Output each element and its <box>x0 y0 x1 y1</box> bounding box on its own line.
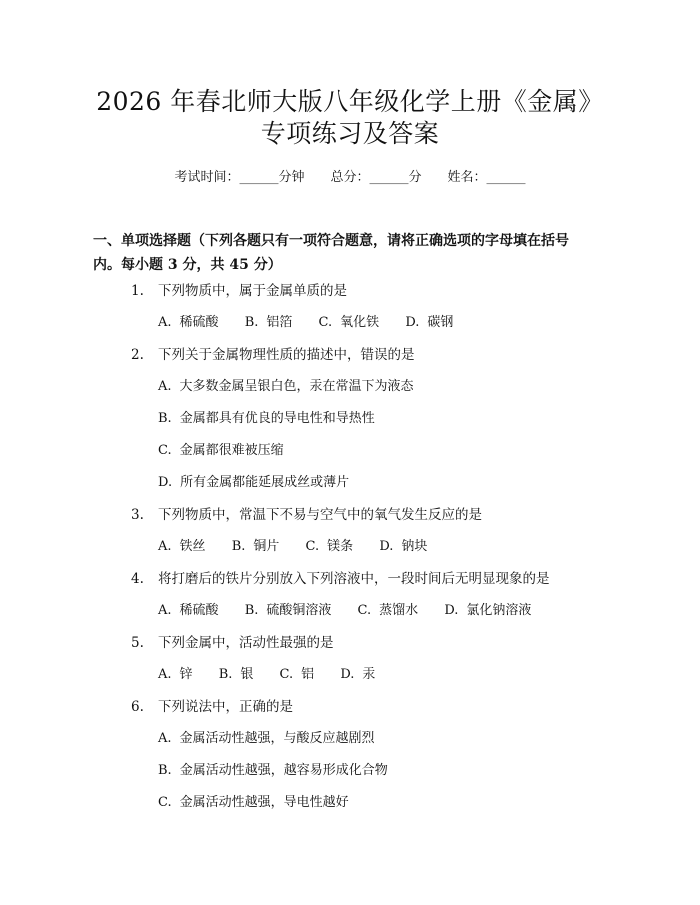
option-text: 氧化铁 <box>340 315 380 330</box>
options-row-q3 <box>158 537 449 557</box>
question-text: 下列物质中，常温下不易与空气中的氧气发生反应的是 <box>158 507 482 523</box>
student-name-field: 姓名：______ <box>447 170 526 185</box>
option-key: A. <box>158 315 172 330</box>
option-text: 金属都具有优良的导电性和导热性 <box>179 411 375 426</box>
question-number: 6. <box>131 699 144 715</box>
option-text: 铝箔 <box>266 315 293 330</box>
option-c <box>158 441 284 461</box>
option-key: A. <box>158 731 172 746</box>
section-heading-single-choice: 一、单项选择题（下列各题只有一项符合题意，请将正确选项的字母填在括号内。每小题 3 分，共 45 分） <box>93 233 569 273</box>
option-key: B. <box>158 411 172 426</box>
question-text: 下列关于金属物理性质的描述中，错误的是 <box>158 347 415 363</box>
question-5 <box>131 633 334 653</box>
option-key: B. <box>244 315 259 330</box>
option-key: C. <box>318 315 333 330</box>
option-text: 稀硫酸 <box>179 603 219 618</box>
option-key: C. <box>279 667 294 682</box>
option-key: D. <box>158 475 173 490</box>
option-b <box>158 409 375 429</box>
options-row-q4 <box>158 601 553 621</box>
option-b <box>245 601 332 621</box>
option-text: 金属活动性越强，与酸反应越剧烈 <box>179 731 375 746</box>
option-text: 锌 <box>179 667 193 682</box>
option-key: A. <box>158 539 172 554</box>
option-d <box>444 601 531 621</box>
option-key: D. <box>405 315 420 330</box>
exam-meta <box>0 168 700 188</box>
option-key: B. <box>244 603 259 618</box>
question-number: 3. <box>131 507 144 523</box>
option-a <box>158 601 219 621</box>
option-d <box>340 665 375 685</box>
option-text: 稀硫酸 <box>179 315 219 330</box>
option-key: B. <box>218 667 233 682</box>
option-key: C. <box>357 603 372 618</box>
option-b <box>158 761 388 781</box>
question-text: 下列金属中，活动性最强的是 <box>158 635 334 651</box>
question-2 <box>131 345 415 365</box>
question-1 <box>131 281 347 301</box>
option-key: C. <box>158 795 172 810</box>
option-b <box>232 537 280 557</box>
option-text: 金属活动性越强，导电性越好 <box>179 795 349 810</box>
option-a <box>158 665 193 685</box>
page-title-line2: 专项练习及答案 <box>260 119 440 148</box>
option-key: A. <box>158 667 172 682</box>
question-6 <box>131 697 293 717</box>
options-row-q5 <box>158 665 397 685</box>
question-3 <box>131 505 482 525</box>
option-c <box>158 793 349 813</box>
question-number: 4. <box>131 571 144 587</box>
question-text: 将打磨后的铁片分别放入下列溶液中，一段时间后无明显现象的是 <box>158 571 550 587</box>
option-text: 大多数金属呈银白色，汞在常温下为液态 <box>179 379 414 394</box>
option-text: 铁丝 <box>179 539 206 554</box>
question-number: 1. <box>131 283 144 299</box>
option-text: 蒸馏水 <box>379 603 419 618</box>
option-text: 碳钢 <box>427 315 454 330</box>
option-c <box>280 665 315 685</box>
option-a <box>158 537 206 557</box>
option-text: 银 <box>240 667 254 682</box>
option-text: 金属都很难被压缩 <box>179 443 284 458</box>
option-text: 氯化钠溶液 <box>466 603 532 618</box>
question-text: 下列说法中，正确的是 <box>158 699 293 715</box>
option-key: A. <box>158 603 172 618</box>
option-text: 钠块 <box>401 539 428 554</box>
option-key: C. <box>305 539 320 554</box>
option-key: A. <box>158 379 172 394</box>
option-text: 金属活动性越强，越容易形成化合物 <box>179 763 388 778</box>
options-row-q1 <box>158 313 475 333</box>
option-c <box>358 601 419 621</box>
page-title-line1: 2026 年春北师大版八年级化学上册《金属》 <box>96 87 604 116</box>
option-text: 汞 <box>362 667 376 682</box>
option-d <box>379 537 427 557</box>
option-a <box>158 729 375 749</box>
question-number: 2. <box>131 347 144 363</box>
option-c <box>319 313 380 333</box>
option-text: 铝 <box>301 667 315 682</box>
total-score-field: 总分：______分 <box>330 170 422 185</box>
option-key: C. <box>158 443 172 458</box>
option-key: D. <box>340 667 355 682</box>
option-d <box>158 473 349 493</box>
option-key: B. <box>231 539 246 554</box>
question-text: 下列物质中，属于金属单质的是 <box>158 283 347 299</box>
option-text: 所有金属都能延展成丝或薄片 <box>180 475 350 490</box>
option-b <box>219 665 254 685</box>
option-key: D. <box>379 539 394 554</box>
option-a <box>158 313 219 333</box>
option-key: D. <box>444 603 459 618</box>
option-text: 铜片 <box>253 539 280 554</box>
option-c <box>306 537 354 557</box>
option-text: 硫酸铜溶液 <box>266 603 332 618</box>
option-key: B. <box>158 763 172 778</box>
exam-time-field: 考试时间：______分钟 <box>174 170 305 185</box>
option-d <box>405 313 453 333</box>
option-a <box>158 377 414 397</box>
question-4 <box>131 569 550 589</box>
question-number: 5. <box>131 635 144 651</box>
option-b <box>245 313 293 333</box>
option-text: 镁条 <box>327 539 354 554</box>
